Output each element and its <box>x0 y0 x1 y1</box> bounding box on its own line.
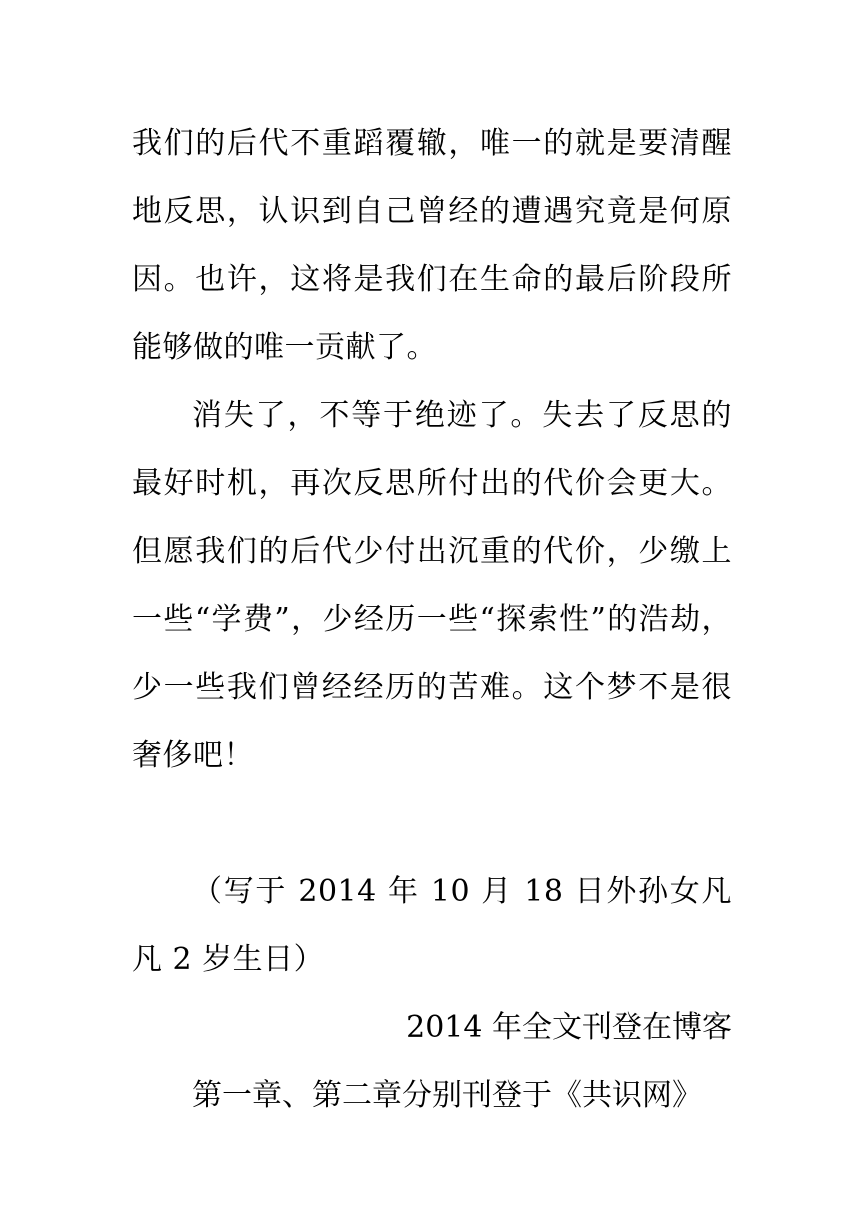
blog-note: 2014 年全文刊登在博客 <box>406 1010 732 1045</box>
paragraph-reflection: 我们的后代不重蹈覆辙，唯一的就是要清醒地反思，认识到自己曾经的遭遇究竟是何原因。也许，这将是我们在生命的最后阶段所能够做的唯一贡献了。 <box>132 126 732 365</box>
publication-note: 第一章、第二章分别刊登于《共识网》 <box>192 1078 702 1113</box>
date-note: （写于 2014 年 10 月 18 日外孙女凡凡 2 岁生日） <box>132 874 732 977</box>
spacer <box>132 790 732 858</box>
document-page <box>132 110 732 1130</box>
paragraph-hope: 消失了，不等于绝迹了。失去了反思的最好时机，再次反思所付出的代价会更大。但愿我们的后代少付出沉重的代价，少缴上一些“学费”，少经历一些“探索性”的浩劫，少一些我们曾经经历的苦难。这个梦不是很奢侈吧！ <box>132 398 732 773</box>
